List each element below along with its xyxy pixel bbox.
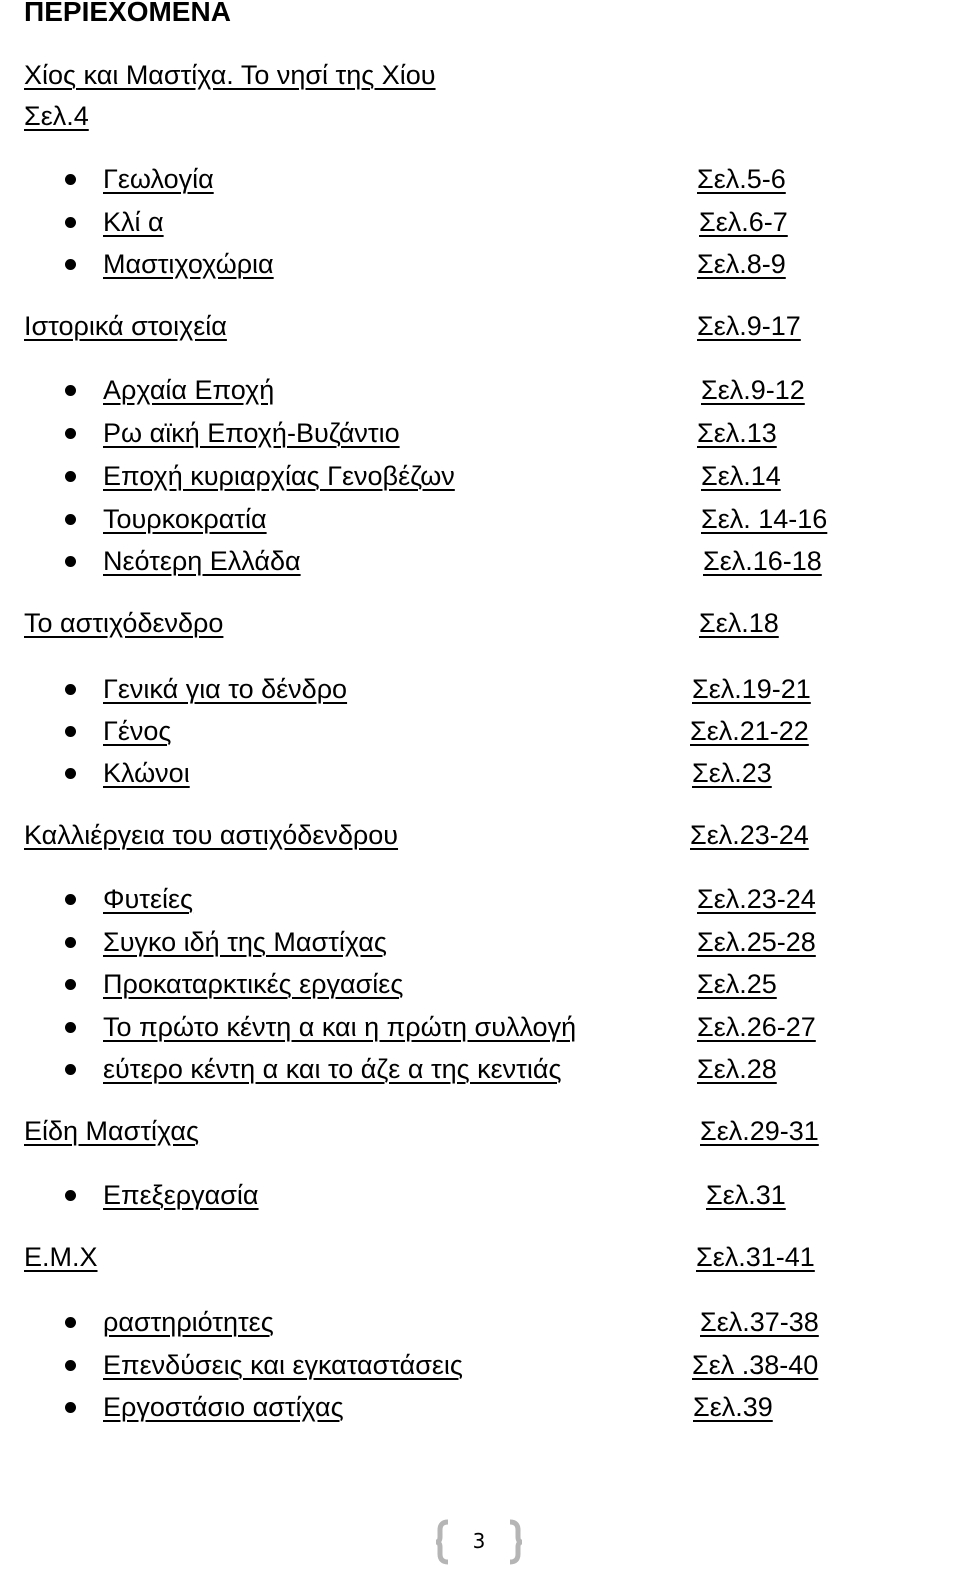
toc-entry[interactable] — [103, 416, 787, 450]
toc-entry[interactable] — [103, 882, 832, 916]
toc-entry-page: Σελ.9-12 — [701, 375, 805, 405]
toc-entry[interactable] — [103, 714, 825, 748]
toc-entry-title: Κλί α — [103, 207, 164, 237]
page-number-badge — [436, 1518, 522, 1566]
bullet-icon — [65, 937, 76, 948]
bullet-icon — [65, 428, 76, 439]
toc-entry[interactable] — [103, 672, 828, 706]
toc-entry[interactable] — [24, 818, 822, 852]
toc-entry-page: Σελ.6-7 — [699, 207, 788, 237]
bullet-icon — [65, 217, 76, 228]
toc-entry-page: Σελ.29-31 — [700, 1116, 819, 1146]
toc-entry[interactable] — [103, 544, 836, 578]
toc-entry-title: εύτερο κέντη α και το άζε α της κεντιάς — [103, 1054, 562, 1084]
toc-entry-title: Νεότερη Ελλάδα — [103, 546, 301, 576]
toc-entry-page: Σελ. 14-16 — [701, 504, 828, 534]
bullet-icon — [65, 684, 76, 695]
toc-entry-title: Καλλιέργεια του αστιχόδενδρου — [24, 820, 399, 850]
toc-entry-page: Σελ.37-38 — [700, 1307, 819, 1337]
toc-entry[interactable] — [24, 309, 814, 343]
bullet-icon — [65, 894, 76, 905]
toc-entry-title: Μαστιχοχώρια — [103, 249, 274, 279]
toc-entry-page: Σελ.31 — [706, 1180, 786, 1210]
toc-entry[interactable] — [103, 162, 798, 196]
toc-entry[interactable] — [103, 967, 788, 1001]
toc-entry-page: Σελ.16-18 — [703, 546, 822, 576]
toc-entry-page: Σελ.23 — [692, 758, 772, 788]
toc-entry-title: Φυτείες — [103, 884, 194, 914]
toc-entry-page: Σελ.9-17 — [697, 311, 801, 341]
toc-entry-title: Προκαταρκτικές εργασίες — [103, 969, 404, 999]
toc-entry-page: Σελ.21-22 — [690, 716, 809, 746]
page-number: 3 — [472, 1529, 486, 1553]
toc-entry-page: Σελ.14 — [701, 461, 781, 491]
toc-entry-page: Σελ.26-27 — [697, 1012, 816, 1042]
bullet-icon — [65, 385, 76, 396]
toc-entry-title: Εποχή κυριαρχίας Γενοβέζων — [103, 461, 455, 491]
toc-entry-page: Σελ .38-40 — [692, 1350, 819, 1380]
toc-entry[interactable] — [103, 502, 842, 536]
toc-entry[interactable] — [103, 756, 785, 790]
toc-entry-page: Σελ.8-9 — [697, 249, 786, 279]
toc-entry-page: Σελ.25-28 — [697, 927, 816, 957]
toc-entry[interactable] — [103, 1390, 782, 1424]
toc-entry-title: Επεξεργασία — [103, 1180, 259, 1210]
bullet-icon — [65, 471, 76, 482]
toc-entry-title: Το αστιχόδενδρο — [24, 608, 224, 638]
bullet-icon — [65, 514, 76, 525]
toc-entry-page: Σελ.19-21 — [692, 674, 811, 704]
toc-entry-title: Γενικά για το δένδρο — [103, 674, 348, 704]
toc-intro-page[interactable]: Σελ.4 — [24, 101, 89, 131]
bullet-icon — [65, 1190, 76, 1201]
toc-entry-title: Ρω αϊκή Εποχή-Βυζάντιο — [103, 418, 400, 448]
toc-entry-page: Σελ.25 — [697, 969, 777, 999]
bullet-icon — [65, 979, 76, 990]
toc-entry[interactable] — [103, 205, 800, 239]
toc-entry-title: Τουρκοκρατία — [103, 504, 267, 534]
toc-entry-title: Αρχαία Εποχή — [103, 375, 275, 405]
toc-entry[interactable] — [24, 1240, 829, 1274]
toc-entry-title: Ε.Μ.Χ — [24, 1242, 98, 1272]
toc-entry-title: Είδη Μαστίχας — [24, 1116, 200, 1146]
toc-entry-page: Σελ.23-24 — [690, 820, 809, 850]
toc-entry[interactable] — [103, 1305, 833, 1339]
toc-entry-page: Σελ.23-24 — [697, 884, 816, 914]
bullet-icon — [65, 768, 76, 779]
toc-entry-title: Ιστορικά στοιχεία — [24, 311, 227, 341]
toc-entry-title: ραστηριότητες — [103, 1307, 274, 1337]
toc-entry-title: Εργοστάσιο αστίχας — [103, 1392, 344, 1422]
bullet-icon — [65, 1402, 76, 1413]
bullet-icon — [65, 1317, 76, 1328]
toc-entry[interactable] — [24, 606, 787, 640]
toc-entry[interactable] — [103, 1178, 793, 1212]
bullet-icon — [65, 1360, 76, 1371]
bullet-icon — [65, 1022, 76, 1033]
toc-entry[interactable] — [103, 1010, 830, 1044]
toc-entry[interactable] — [103, 459, 790, 493]
toc-entry[interactable] — [103, 1348, 833, 1382]
toc-entry-title: Το πρώτο κέντη α και η πρώτη συλλογή — [103, 1012, 577, 1042]
bullet-icon — [65, 174, 76, 185]
toc-entry[interactable] — [103, 1052, 787, 1086]
toc-entry-page: Σελ.31-41 — [696, 1242, 815, 1272]
toc-entry-title: Γεωλογία — [103, 164, 214, 194]
toc-entry[interactable] — [24, 1114, 833, 1148]
bullet-icon — [65, 726, 76, 737]
toc-intro-title[interactable]: Χίος και Μαστίχα. Το νησί της Χίου — [24, 60, 436, 90]
toc-entry-title: Γένος — [103, 716, 172, 746]
toc-heading: ΠΕΡΙΕΧΟΜΕΝΑ — [24, 0, 231, 27]
toc-entry-page: Σελ.39 — [693, 1392, 773, 1422]
toc-entry[interactable] — [103, 247, 798, 281]
toc-entry-page: Σελ.28 — [697, 1054, 777, 1084]
bullet-icon — [65, 1064, 76, 1075]
toc-entry[interactable] — [103, 925, 833, 959]
toc-entry-page: Σελ.18 — [699, 608, 779, 638]
toc-entry-title: Συγκο ιδή της Μαστίχας — [103, 927, 387, 957]
toc-entry-page: Σελ.5-6 — [697, 164, 786, 194]
bullet-icon — [65, 556, 76, 567]
bullet-icon — [65, 259, 76, 270]
toc-entry-title: Επενδύσεις και εγκαταστάσεις — [103, 1350, 463, 1380]
toc-entry-title: Κλώνοι — [103, 758, 190, 788]
toc-entry[interactable] — [103, 373, 815, 407]
toc-entry-page: Σελ.13 — [697, 418, 777, 448]
